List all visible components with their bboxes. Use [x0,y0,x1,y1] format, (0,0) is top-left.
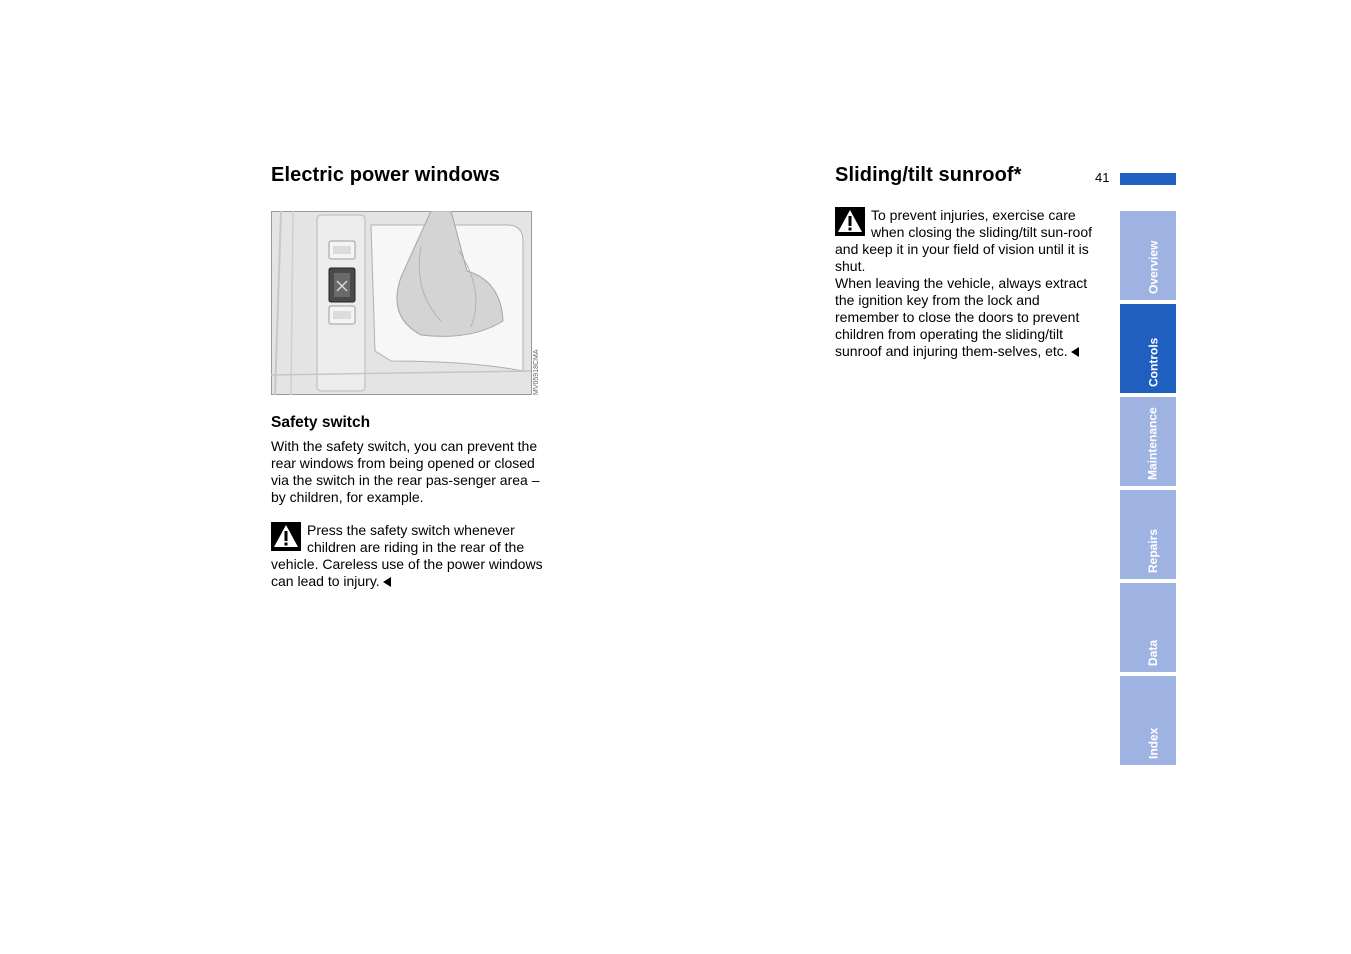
heading-electric-power-windows: Electric power windows [271,164,500,186]
safety-switch-paragraph: With the safety switch, you can prevent the rear windows from being opened or closed via the switch in the rear pas-senger area – by children, for example. [271,438,540,505]
subheading-safety-switch: Safety switch [271,414,371,431]
end-mark-icon [1071,347,1079,357]
tab-controls[interactable] [1120,304,1176,393]
warning-text: Press the safety switch whenever children are riding in the rear of the vehicle. Careless use of the power windows can lead to injury. [271,522,543,589]
tab-label: Controls [1146,337,1160,387]
tab-maintenance[interactable] [1120,397,1176,486]
sunroof-warning [835,207,1099,360]
heading-sliding-tilt-sunroof: Sliding/tilt sunroof* [835,164,1022,186]
safety-switch-warning [271,522,543,590]
tab-label: Data [1146,639,1160,666]
figure-power-window-switches [271,211,541,395]
sunroof-paragraph: When leaving the vehicle, always extract the ignition key from the lock and remember to close the doors to prevent children from operating the sliding/tilt sunroof and injuring them-selves, etc. [835,275,1088,359]
tab-repairs[interactable] [1120,490,1176,579]
tab-index[interactable] [1120,676,1176,765]
tab-label: Repairs [1146,528,1160,573]
figure-code: MV05918CMA [533,349,540,395]
page-marker-bar [1120,173,1176,185]
warning-icon [835,207,865,236]
tab-data[interactable] [1120,583,1176,672]
end-mark-icon [383,577,391,587]
console-illustration [271,211,541,395]
tab-label: Maintenance [1146,407,1160,480]
page-number: 41 [1095,170,1110,185]
tab-overview[interactable] [1120,211,1176,300]
tab-label: Index [1146,727,1160,759]
warning-icon [271,522,301,551]
warning-text: To prevent injuries, exercise care when closing the sliding/tilt sun-roof and keep it in your field of vision until it is shut. [835,207,1093,274]
tab-label: Overview [1146,240,1160,294]
